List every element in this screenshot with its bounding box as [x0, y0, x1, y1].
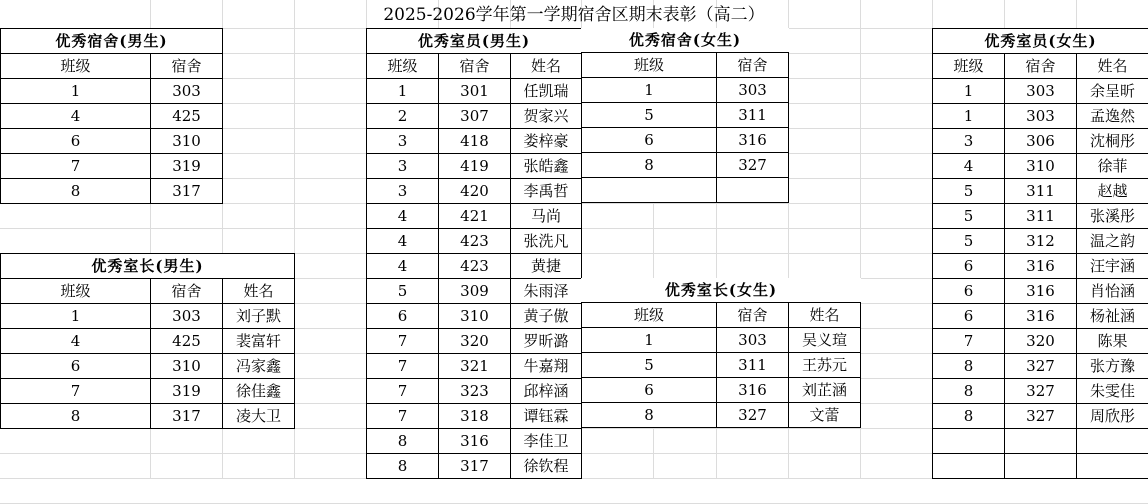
table-cell[interactable]: 8 — [933, 354, 1005, 379]
column-header: 班级 — [582, 53, 717, 78]
table-cell[interactable]: 张溪彤 — [1077, 204, 1148, 229]
table-cell[interactable]: 徐佳鑫 — [223, 379, 295, 404]
column-header: 姓名 — [511, 54, 582, 79]
table-cell[interactable] — [1077, 429, 1148, 454]
table-cell[interactable]: 余呈昕 — [1077, 79, 1148, 104]
table-row — [933, 179, 1148, 204]
table-cell[interactable]: 5 — [933, 229, 1005, 254]
table-cell[interactable]: 裴富轩 — [223, 329, 295, 354]
table-cell[interactable]: 316 — [1005, 304, 1077, 329]
table-cell[interactable]: 7 — [1, 379, 151, 404]
table-boys-leader — [0, 253, 295, 429]
table-title: 优秀宿舍(女生) — [582, 28, 789, 53]
table-cell[interactable]: 马尚 — [511, 204, 582, 229]
table-cell[interactable]: 陈果 — [1077, 329, 1148, 354]
table-cell[interactable]: 牛嘉翔 — [511, 354, 582, 379]
table-cell[interactable]: 1 — [933, 79, 1005, 104]
table-cell[interactable] — [717, 178, 789, 203]
table-row — [933, 154, 1148, 179]
table-cell[interactable]: 4 — [367, 204, 439, 229]
table-cell[interactable]: 6 — [1, 129, 151, 154]
table-cell[interactable]: 327 — [717, 153, 789, 178]
table-cell[interactable]: 杨祉涵 — [1077, 304, 1148, 329]
table-row — [933, 79, 1148, 104]
table-cell[interactable]: 327 — [1005, 354, 1077, 379]
table-row — [367, 104, 582, 129]
table-cell[interactable]: 6 — [582, 378, 717, 403]
table-row — [582, 328, 861, 353]
table-cell[interactable]: 319 — [151, 154, 223, 179]
table-title: 优秀室长(男生) — [1, 254, 295, 279]
table-cell[interactable]: 316 — [1005, 279, 1077, 304]
column-header: 宿舍 — [1005, 54, 1077, 79]
column-header: 班级 — [933, 54, 1005, 79]
column-header: 班级 — [1, 279, 151, 304]
table-row — [933, 254, 1148, 279]
column-header: 班级 — [582, 303, 717, 328]
table-cell[interactable]: 6 — [933, 304, 1005, 329]
table-cell[interactable]: 4 — [367, 254, 439, 279]
table-row — [582, 178, 789, 203]
table-cell[interactable]: 8 — [933, 404, 1005, 429]
table-cell[interactable]: 2 — [367, 104, 439, 129]
table-cell[interactable]: 5 — [933, 179, 1005, 204]
table-title: 优秀室员(男生) — [367, 29, 582, 54]
table-cell[interactable]: 邱梓涵 — [511, 379, 582, 404]
table-cell[interactable]: 309 — [439, 279, 511, 304]
table-cell[interactable]: 327 — [717, 403, 789, 428]
table-cell[interactable]: 311 — [1005, 179, 1077, 204]
table-cell[interactable] — [933, 454, 1005, 479]
table-row — [933, 404, 1148, 429]
table-cell[interactable]: 5 — [582, 353, 717, 378]
table-cell[interactable]: 肖怡涵 — [1077, 279, 1148, 304]
table-cell[interactable]: 327 — [1005, 404, 1077, 429]
table-row — [1, 129, 223, 154]
table-cell[interactable]: 6 — [1, 354, 151, 379]
table-cell[interactable]: 谭钰霖 — [511, 404, 582, 429]
table-cell[interactable]: 421 — [439, 204, 511, 229]
table-cell[interactable]: 刘芷涵 — [789, 378, 861, 403]
table-row — [367, 354, 582, 379]
table-cell[interactable]: 5 — [582, 103, 717, 128]
table-row — [1, 329, 295, 354]
table-cell[interactable]: 6 — [582, 128, 717, 153]
table-cell[interactable]: 张方豫 — [1077, 354, 1148, 379]
table-row — [367, 229, 582, 254]
table-cell[interactable]: 423 — [439, 254, 511, 279]
table-cell[interactable]: 李佳卫 — [511, 429, 582, 454]
table-cell[interactable]: 316 — [717, 378, 789, 403]
table-row — [1, 379, 295, 404]
table-cell[interactable]: 4 — [1, 104, 151, 129]
table-cell[interactable]: 317 — [151, 404, 223, 429]
column-header: 姓名 — [223, 279, 295, 304]
table-cell[interactable]: 316 — [1005, 254, 1077, 279]
table-cell[interactable]: 刘子默 — [223, 304, 295, 329]
table-cell[interactable]: 7 — [933, 329, 1005, 354]
table-cell[interactable]: 311 — [1005, 204, 1077, 229]
table-cell[interactable]: 7 — [367, 329, 439, 354]
column-header: 姓名 — [789, 303, 861, 328]
table-cell[interactable]: 徐菲 — [1077, 154, 1148, 179]
table-cell[interactable]: 4 — [933, 154, 1005, 179]
table-cell[interactable]: 307 — [439, 104, 511, 129]
table-cell[interactable]: 孟逸然 — [1077, 104, 1148, 129]
column-header: 宿舍 — [151, 54, 223, 79]
table-row — [582, 128, 789, 153]
column-header: 宿舍 — [151, 279, 223, 304]
table-row — [367, 254, 582, 279]
table-cell[interactable]: 黄子傲 — [511, 304, 582, 329]
table-boys-dorm — [0, 28, 223, 204]
table-cell[interactable]: 朱雨泽 — [511, 279, 582, 304]
table-cell[interactable]: 冯家鑫 — [223, 354, 295, 379]
table-row — [1, 179, 223, 204]
table-row — [1, 154, 223, 179]
table-row — [933, 129, 1148, 154]
table-row — [933, 429, 1148, 454]
table-cell[interactable]: 425 — [151, 329, 223, 354]
table-row — [1, 354, 295, 379]
table-cell[interactable]: 1 — [1, 304, 151, 329]
table-cell[interactable]: 310 — [1005, 154, 1077, 179]
table-cell[interactable]: 418 — [439, 129, 511, 154]
table-cell[interactable]: 310 — [439, 304, 511, 329]
table-row — [933, 229, 1148, 254]
table-cell[interactable]: 李禹哲 — [511, 179, 582, 204]
table-cell[interactable]: 1 — [1, 79, 151, 104]
table-cell[interactable]: 303 — [1005, 104, 1077, 129]
table-row — [367, 454, 582, 479]
table-row — [1, 404, 295, 429]
table-row — [582, 378, 861, 403]
table-cell[interactable]: 8 — [933, 379, 1005, 404]
table-cell[interactable]: 罗昕潞 — [511, 329, 582, 354]
table-row — [933, 454, 1148, 479]
table-cell[interactable]: 朱雯佳 — [1077, 379, 1148, 404]
table-cell[interactable]: 4 — [367, 229, 439, 254]
table-cell[interactable]: 8 — [582, 403, 717, 428]
table-cell[interactable]: 317 — [151, 179, 223, 204]
table-cell[interactable]: 321 — [439, 354, 511, 379]
table-cell[interactable]: 6 — [933, 254, 1005, 279]
table-cell[interactable]: 赵越 — [1077, 179, 1148, 204]
table-cell[interactable]: 7 — [367, 379, 439, 404]
table-row — [933, 104, 1148, 129]
table-cell[interactable]: 4 — [1, 329, 151, 354]
table-girls-dorm — [581, 28, 789, 203]
table-row — [582, 78, 789, 103]
table-row — [367, 379, 582, 404]
table-cell[interactable]: 319 — [151, 379, 223, 404]
table-row — [367, 329, 582, 354]
table-row — [933, 379, 1148, 404]
table-cell[interactable]: 5 — [933, 204, 1005, 229]
table-cell[interactable]: 温之韵 — [1077, 229, 1148, 254]
table-cell[interactable]: 3 — [933, 129, 1005, 154]
table-cell[interactable]: 8 — [1, 404, 151, 429]
table-cell[interactable]: 320 — [439, 329, 511, 354]
table-row — [933, 304, 1148, 329]
column-header: 班级 — [367, 54, 439, 79]
table-title: 优秀室员(女生) — [933, 29, 1148, 54]
table-cell[interactable] — [1005, 454, 1077, 479]
table-cell[interactable]: 310 — [151, 129, 223, 154]
sheet-title: 2025-2026学年第一学期宿舍区期末表彰（高二） — [0, 4, 1148, 26]
table-row — [582, 153, 789, 178]
table-cell[interactable]: 8 — [367, 429, 439, 454]
table-row — [367, 429, 582, 454]
table-row — [582, 353, 861, 378]
table-cell[interactable]: 303 — [151, 304, 223, 329]
table-cell[interactable]: 312 — [1005, 229, 1077, 254]
table-cell[interactable]: 303 — [151, 79, 223, 104]
table-cell[interactable]: 6 — [933, 279, 1005, 304]
table-cell[interactable]: 317 — [439, 454, 511, 479]
table-cell[interactable]: 贺家兴 — [511, 104, 582, 129]
table-row — [367, 279, 582, 304]
table-row — [367, 304, 582, 329]
table-cell[interactable]: 323 — [439, 379, 511, 404]
table-cell[interactable]: 311 — [717, 353, 789, 378]
table-cell[interactable] — [1005, 429, 1077, 454]
table-cell[interactable]: 1 — [582, 328, 717, 353]
table-cell[interactable]: 306 — [1005, 129, 1077, 154]
table-title: 优秀室长(女生) — [582, 278, 861, 303]
table-row — [582, 103, 789, 128]
table-row — [367, 129, 582, 154]
table-cell[interactable]: 沈桐彤 — [1077, 129, 1148, 154]
table-cell[interactable]: 420 — [439, 179, 511, 204]
table-cell[interactable]: 303 — [1005, 79, 1077, 104]
table-row — [1, 104, 223, 129]
table-cell[interactable]: 1 — [367, 79, 439, 104]
table-row — [367, 179, 582, 204]
table-cell[interactable]: 311 — [717, 103, 789, 128]
table-cell[interactable]: 318 — [439, 404, 511, 429]
table-row — [1, 79, 223, 104]
table-cell[interactable]: 文蕾 — [789, 403, 861, 428]
table-cell[interactable]: 张皓鑫 — [511, 154, 582, 179]
table-cell[interactable]: 3 — [367, 154, 439, 179]
table-row — [367, 204, 582, 229]
table-cell[interactable]: 8 — [582, 153, 717, 178]
table-cell[interactable]: 8 — [367, 454, 439, 479]
column-header: 宿舍 — [717, 303, 789, 328]
table-row — [367, 154, 582, 179]
table-title: 优秀宿舍(男生) — [1, 29, 223, 54]
table-girls-member — [932, 28, 1148, 479]
table-cell[interactable]: 423 — [439, 229, 511, 254]
table-row — [933, 204, 1148, 229]
table-row — [1, 304, 295, 329]
table-cell[interactable] — [582, 178, 717, 203]
table-cell[interactable]: 301 — [439, 79, 511, 104]
table-cell[interactable]: 303 — [717, 328, 789, 353]
table-cell[interactable]: 8 — [1, 179, 151, 204]
table-cell[interactable]: 吴义瑄 — [789, 328, 861, 353]
table-cell[interactable]: 425 — [151, 104, 223, 129]
table-cell[interactable]: 娄梓豪 — [511, 129, 582, 154]
table-row — [933, 279, 1148, 304]
table-cell[interactable]: 310 — [151, 354, 223, 379]
table-cell[interactable]: 3 — [367, 179, 439, 204]
table-cell[interactable]: 316 — [439, 429, 511, 454]
table-cell[interactable]: 7 — [367, 404, 439, 429]
table-girls-leader — [581, 278, 861, 428]
table-row — [367, 404, 582, 429]
column-header: 宿舍 — [439, 54, 511, 79]
table-cell[interactable]: 徐钦程 — [511, 454, 582, 479]
table-cell[interactable]: 303 — [717, 78, 789, 103]
table-cell[interactable]: 7 — [1, 154, 151, 179]
table-cell[interactable]: 320 — [1005, 329, 1077, 354]
table-cell[interactable]: 张洗凡 — [511, 229, 582, 254]
table-row — [933, 329, 1148, 354]
table-row — [582, 403, 861, 428]
table-row — [367, 79, 582, 104]
table-cell[interactable]: 419 — [439, 154, 511, 179]
table-cell[interactable]: 任凯瑞 — [511, 79, 582, 104]
table-cell[interactable] — [933, 429, 1005, 454]
column-header: 宿舍 — [717, 53, 789, 78]
table-row — [933, 354, 1148, 379]
column-header: 班级 — [1, 54, 151, 79]
table-cell[interactable]: 3 — [367, 129, 439, 154]
table-cell[interactable] — [1077, 454, 1148, 479]
table-cell[interactable]: 周欣彤 — [1077, 404, 1148, 429]
table-cell[interactable]: 1 — [582, 78, 717, 103]
table-cell[interactable]: 6 — [367, 304, 439, 329]
table-cell[interactable]: 5 — [367, 279, 439, 304]
table-cell[interactable]: 凌大卫 — [223, 404, 295, 429]
table-cell[interactable]: 7 — [367, 354, 439, 379]
table-cell[interactable]: 327 — [1005, 379, 1077, 404]
column-header: 姓名 — [1077, 54, 1148, 79]
table-cell[interactable]: 黄捷 — [511, 254, 582, 279]
table-cell[interactable]: 1 — [933, 104, 1005, 129]
table-cell[interactable]: 王苏元 — [789, 353, 861, 378]
table-cell[interactable]: 316 — [717, 128, 789, 153]
table-boys-member — [366, 28, 582, 479]
table-cell[interactable]: 汪宇涵 — [1077, 254, 1148, 279]
